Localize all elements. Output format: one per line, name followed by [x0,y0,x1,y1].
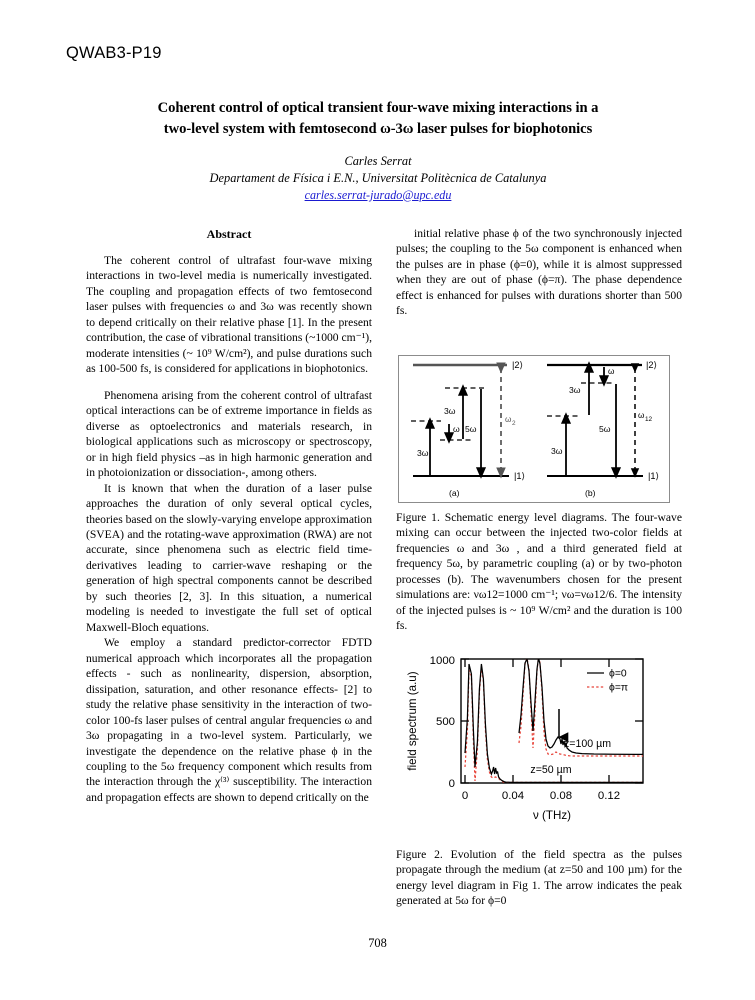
svg-text:0.08: 0.08 [549,790,573,802]
svg-text:0: 0 [448,778,455,790]
legend-label-phipi: ϕ=π [609,682,629,694]
field-spectrum-chart-svg [399,651,671,839]
body-paragraph-5: initial relative phase ϕ of the two synchronously injected pulses; the coupling to the 5ω component is enhanced when the pulses are in phase (ϕ=0), while it is almost suppressed when they are out of phase (ϕ=π). The phase dependence effect is enhanced for pulses with durations shorter than 500 fs. [396,227,682,318]
svg-text:0.12: 0.12 [597,790,621,802]
svg-text:(a): (a) [449,488,460,498]
body-paragraph-4: We employ a standard predictor-corrector FDTD numerical approach which incorporates all the propagation effects - such as nonlinearity, dispersion, absorption, dissipation, saturation, and other resonance effects- [2] to study the relative phase sensitivity in the interaction of two-color 100-fs laser pulses of central angular frequencies ω and 3ω propagating in a two-level system. Particularly, we investigate the dependence on the relative phase ϕ in the coupling to the 5ω frequency component which results from the interaction through the χ⁽³⁾ susceptibility. The interaction and propagation effects are shown to depend critically on the [86,636,372,804]
svg-text:3ω: 3ω [569,385,581,395]
right-column [396,226,682,319]
svg-text:5ω: 5ω [599,424,611,434]
svg-text:12: 12 [645,416,653,423]
author-email-link[interactable]: carles.serrat-jurado@upc.edu [304,187,452,202]
svg-text:|1⟩: |1⟩ [648,471,660,481]
svg-text:3ω: 3ω [444,406,456,416]
title-block [78,98,678,203]
paper-title-line2: two-level system with femtosecond ω-3ω laser pulses for biophotonics [163,120,593,137]
svg-text:(b): (b) [585,488,596,498]
svg-text:field spectrum (a.u): field spectrum (a.u) [406,671,419,771]
svg-text:0: 0 [461,790,469,802]
svg-text:500: 500 [435,716,455,728]
conference-paper-id: QWAB3-P19 [66,44,162,62]
svg-text:5ω: 5ω [465,424,477,434]
body-paragraph-2: Phenomena arising from the coherent control of ultrafast optical interactions can be of extreme importance in fields as diverse as optoelectronics and materials research, in biological applications such as microscopy or spectroscopy, or in high field physics –as in high harmonic generation and in photoionization or dissociation-, among others. [86,388,372,480]
legend-label-phi0: ϕ=0 [609,668,627,680]
svg-text:3ω: 3ω [417,448,429,458]
svg-text:ω: ω [505,415,512,424]
author-name: Carles Serrat [344,153,412,168]
figure-1-image [398,355,670,503]
annotation-z100: z=100 µm [564,738,612,750]
left-column [86,226,372,805]
figure-1-caption: Figure 1. Schematic energy level diagrams. The four-wave mixing can occur between the injected two-color fields at frequencies ω and 3ω , and a third generated field at frequency 5ω, by parametric coupling (a) or by two-photon processes (b). The wavenumbers chosen for the present simulations are: νω12=1000 cm⁻¹; νω=νω12/6. The intensity of the injected pulses is ~ 10⁹ W/cm² and the duration is 100 fs. [396,511,682,633]
paper-title-line1: Coherent control of optical transient four-wave mixing interactions in a [157,100,599,116]
svg-text:0.04: 0.04 [501,790,525,802]
abstract-heading: Abstract [206,227,252,241]
figure-2-caption: Figure 2. Evolution of the field spectra as the pulses propagate through the medium (at z=50 and 100 µm) for the energy level diagram in Fig 1. The arrow indicates the peak generated at 5ω for ϕ=0 [396,848,682,908]
abstract-paragraph: The coherent control of ultrafast four-wave mixing interactions in two-level media is numerically investigated. The coupling and propagation effects of two femtosecond laser pulses with frequencies ω and 3ω was recently shown to depend critically on their relative phase [1]. In the present contribution, the case of vibrational transitions (~1000 cm⁻¹), moderate intensities (~ 10⁹ W/cm²), and pulse durations such as 100-500 fs, is considered for applications in biophotonics. [86,254,372,376]
svg-text:ω: ω [608,367,615,376]
author-affiliation: Departament de Física i E.N., Universitat Politècnica de Catalunya [209,170,547,185]
page-number: 708 [368,936,387,950]
body-paragraph-3: It is known that when the duration of a laser pulse approaches the duration of only several optical cycles, theories based on the slowly-varying envelope approximation (SVEA) and the rotating-wave approximation (RWA) are not accurate, since phenomena such as electric field time-derivatives leading to carrier-wave reshaping or the generation of high spectral components cannot be described by such theories [2, 3]. In this situation, a numerical modeling is needed to investigate the full set of optical Maxwell-Bloch equations. [86,481,372,634]
svg-text:3ω: 3ω [551,446,563,456]
svg-text:ν (THz): ν (THz) [533,809,571,822]
chart-legend [587,669,628,694]
svg-text:ω: ω [453,424,460,434]
annotation-z50: z=50 µm [530,764,572,776]
energy-level-diagrams-svg [399,356,669,502]
svg-text:ω: ω [638,411,645,420]
svg-text:|1⟩: |1⟩ [514,471,526,481]
svg-text:|2⟩: |2⟩ [512,360,524,370]
svg-text:2: 2 [512,420,516,427]
page-title [78,98,678,140]
figure-2-image [399,651,671,839]
svg-text:|2⟩: |2⟩ [646,360,658,370]
svg-text:1000: 1000 [429,655,455,667]
